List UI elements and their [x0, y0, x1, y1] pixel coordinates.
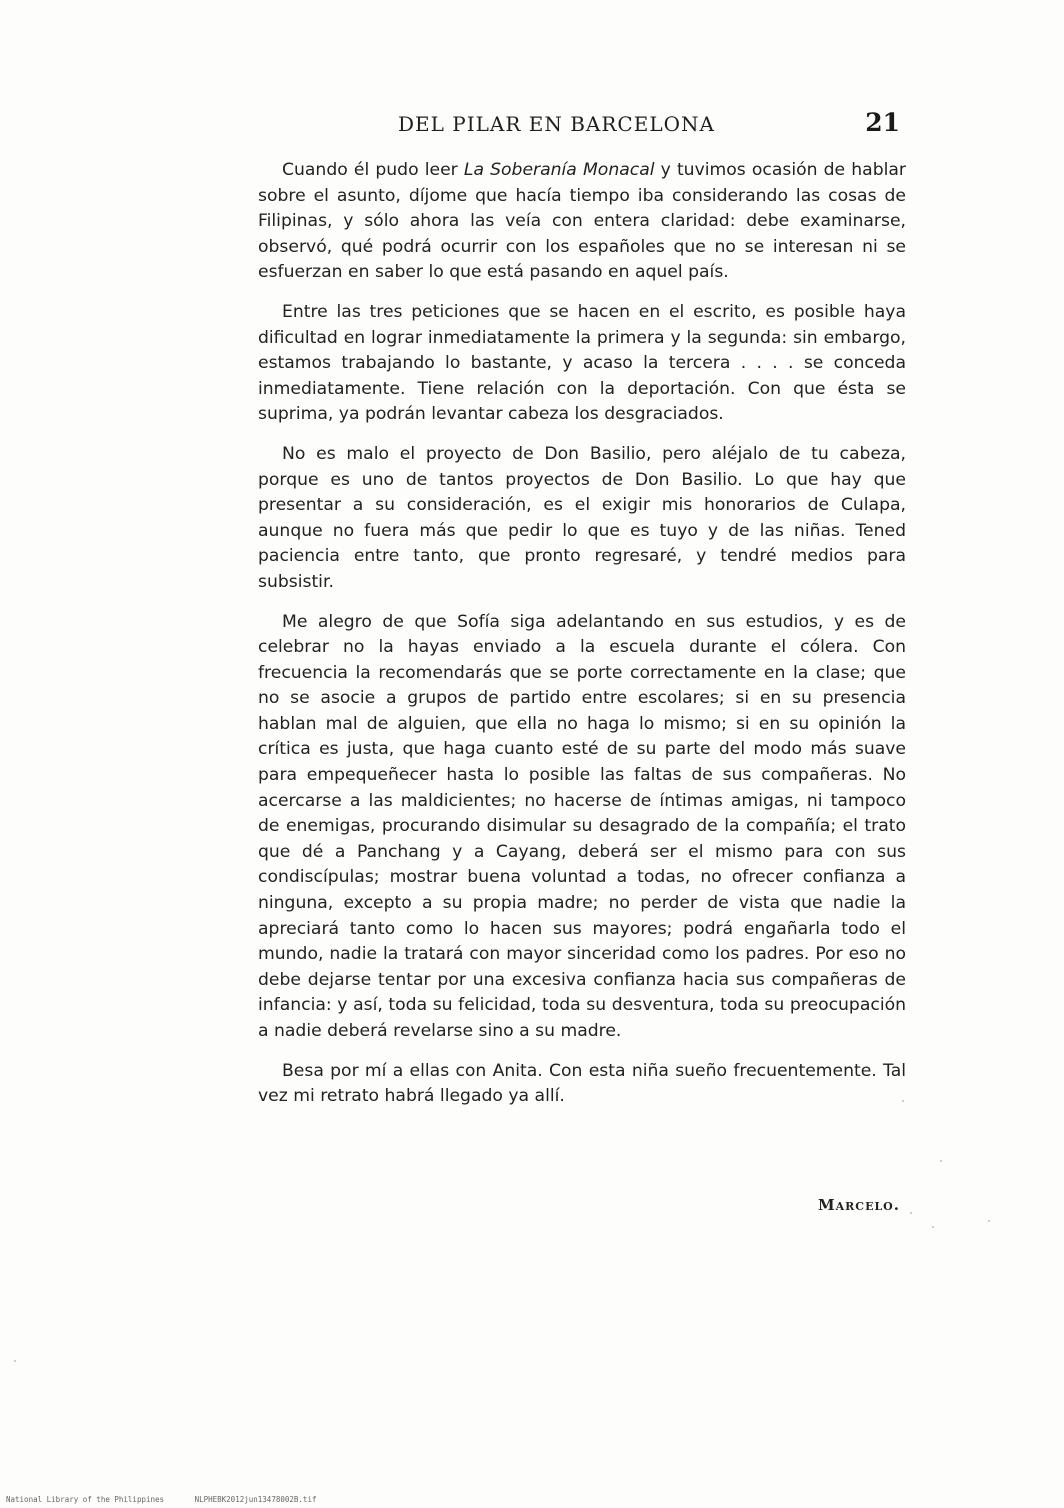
paragraph-1-rest: y tuvimos ocasión de hablar sobre el asunto, díjome que hacía tiempo iba considerando las cosas de Filipinas, y sólo ahora las veía con entera claridad: debe examinarse, observó, qué podrá ocurrir con los españoles que no se interesan ni se esfuerzan en saber lo que está pasando en aquel país. [258, 160, 906, 283]
scan-speck [14, 1360, 16, 1362]
running-title: DEL PILAR EN BARCELONA [398, 112, 715, 136]
letter-body [258, 158, 906, 1124]
scan-speck [902, 1100, 904, 1102]
scan-speck [940, 1160, 942, 1162]
paragraph-3: No es malo el proyecto de Don Basilio, pero aléjalo de tu cabeza, porque es uno de tantos proyectos de Don Basilio. Lo que hay que presentar a su consideración, es el exigir mis honorarios de Culapa, aunque no fuera más que pedir lo que es tuyo y de las niñas. Tened paciencia entre tanto, que pronto regresaré, y tendré medios para subsistir. [258, 443, 906, 592]
paragraph-1-start: Cuando él pudo leer [282, 160, 464, 180]
paragraph-5: Besa por mí a ellas con Anita. Con esta niña sueño frecuentemente. Tal vez mi retrato habrá llegado ya allí. [258, 1060, 906, 1107]
paragraph-2: Entre las tres peticiones que se hacen en el escrito, es posible haya dificultad en lograr inmediatamente la primera y la segunda: sin embargo, estamos trabajando lo bastante, y acaso la tercera . . . . se conceda inmediatamente. Tiene relación con la deportación. Con que ésta se suprima, ya podrán levantar cabeza los desgraciados. [258, 301, 906, 425]
scan-speck [910, 1212, 912, 1214]
footer-library: National Library of the Philippines [6, 1495, 165, 1504]
running-header [262, 108, 912, 148]
paragraph-1 [258, 158, 906, 286]
paragraph-4: Me alegro de que Sofía siga adelantando en sus estudios, y es de celebrar no la hayas enviado a la escuela durante el cólera. Con frecuencia la recomendarás que se porte correctamente en la clase; que no se asocie a grupos de partido entre escolares; si en su presencia hablan mal de alguien, que ella no haga lo mismo; si en su opinión la crítica es justa, que haga cuanto esté de su parte del modo más suave para empequeñecer hasta lo posible las faltas de sus compañeras. No acercarse a las maldicientes; no hacerse de íntimas amigas, ni tampoco de enemigas, procurando disimular su desagrado de la compañía; el trato que dé a Panchang y a Cayang, deberá ser el mismo para con sus condiscípulas; mostrar buena voluntad a todas, no ofrecer confianza a ninguna, excepto a su propia madre; no perder de vista que nadie la apreciará tanto como lo hacen sus mayores; podrá engañarla todo el mundo, nadie la tratará con mayor sinceridad como los padres. Por eso no debe dejarse tentar por una excesiva confianza hacia sus compañeras de infancia: y así, toda su felicidad, toda su desventura, toda su preocupación a nadie deberá revelarse sino a su madre. [258, 611, 906, 1041]
scan-footer [6, 1495, 342, 1504]
footer-file-id: NLPHEBK2012jun13478002B.tif [194, 1495, 317, 1504]
page-number: 21 [865, 108, 900, 137]
scan-speck [988, 1220, 990, 1222]
book-title: La Soberanía Monacal [463, 160, 655, 180]
signature: Marcelo. [818, 1196, 900, 1214]
scan-speck [932, 1226, 934, 1228]
